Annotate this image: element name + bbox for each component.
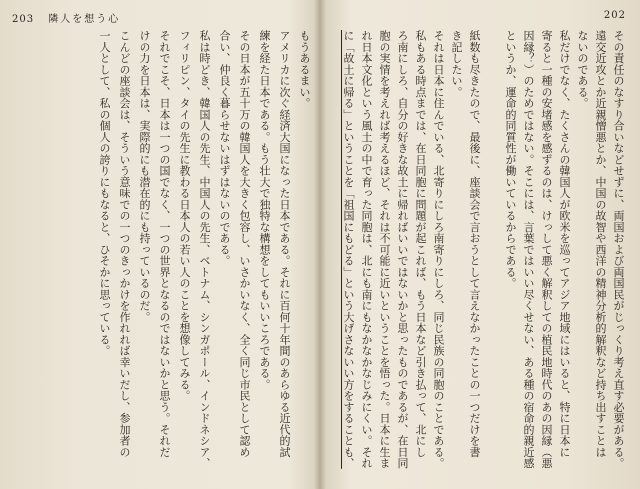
- text-line: ろ南にしろ、自分の好きな故土に帰ればいいではないかと思ったものであるが、在日同: [396, 30, 409, 469]
- text-line: れ日本文化という風土の中で育った同胞は、北にも南にもなかなかなじみにくい。それ: [360, 30, 373, 469]
- text-line: 紙数も尽きたので、最後に、座談会で言おうとして言えなかったことの一つだけを書: [468, 30, 481, 458]
- text-line: 私は時どき、韓国人の先生、中国人の先生、ベトナム、シンガポール、インドネシア、: [198, 30, 211, 469]
- text-line: ないのである。: [576, 30, 589, 109]
- underlined-text-line: に「故土に帰る」ということを「祖国にもどる」という大げさないい方をすることも、: [342, 30, 355, 469]
- left-page-number: 203: [12, 14, 35, 25]
- book-gutter: [314, 0, 326, 489]
- text-line: それでこそ、日本は一つの国でなく、一つの世界となるのではないかと思う。それだ: [158, 30, 171, 458]
- running-title: 隣人を想う心: [48, 14, 121, 25]
- text-line: 一人として、私の個人の誇りにもなると、ひそかに思っている。: [98, 30, 111, 357]
- left-page-header: [12, 10, 120, 25]
- right-page-number: 202: [603, 10, 626, 21]
- left-page-body: [22, 30, 312, 482]
- text-line: 寄ると一種の安堵感を感ずるのは、けっして悪く解釈しての植民地時代のあの因縁（悪: [540, 30, 553, 469]
- right-page-header: [604, 10, 626, 21]
- text-line: もうあるまい。: [298, 30, 311, 109]
- text-line: き記したい。: [450, 30, 463, 98]
- text-line: というか、運命的同質性が働いているからである。: [504, 30, 517, 289]
- text-line: 私もある時点までは、在日同胞に問題が起これば、もう日本など引き払って、北にし: [414, 30, 427, 458]
- blank-line: [484, 30, 500, 482]
- text-line: けの力を日本は、実際的にも潜在的にも持っているのだ。: [138, 30, 151, 323]
- right-page-body: [332, 30, 626, 482]
- text-line: 因縁？）のためではない。そこには、言葉ではいい尽くせない、ある種の宿命的親近感: [522, 30, 535, 469]
- text-line: 合い、仲良く暮らせないはずはないのである。: [218, 30, 231, 267]
- text-line: こんどの座談会は、そういう意味での一つのきっかけを作れれば幸いだし、参加者の: [118, 30, 131, 458]
- text-line: その責任のなすり合いなどせずに、両国および両国民がじっくり考え直す必要がある。: [612, 30, 625, 469]
- text-line: それは日本に住んでいる、北寄りにしろ南寄りにしろ、同じ民族の同胞のことである。: [432, 30, 445, 469]
- text-line: その日本が五十万の韓国人を大きく包容し、いさかいなく、全く同じ市民として認め: [238, 30, 251, 458]
- text-line: 練を経た日本である。もう壮大で独特な構想をしてもいいころである。: [258, 30, 271, 390]
- text-line: フィリピン、タイの先生に教わる日本人の若い人のことを想像してみる。: [178, 30, 191, 402]
- text-line: 遠交近攻とか近親憎悪とか、中国の故智や西洋の精神分析的解釈など持ち出すことは: [594, 30, 607, 458]
- text-line: 私だけでなく、たくさんの韓国人が欧米を巡ってアジア地域にはいると、特に日本に: [558, 30, 571, 458]
- text-line: アメリカに次ぐ経済大国になった日本である。それに百何十年間のあらゆる近代的試: [278, 30, 291, 458]
- text-line: 胞の実情を考えれば考えるほど、それは不可能に近いということを悟った。日本に生ま: [378, 30, 391, 469]
